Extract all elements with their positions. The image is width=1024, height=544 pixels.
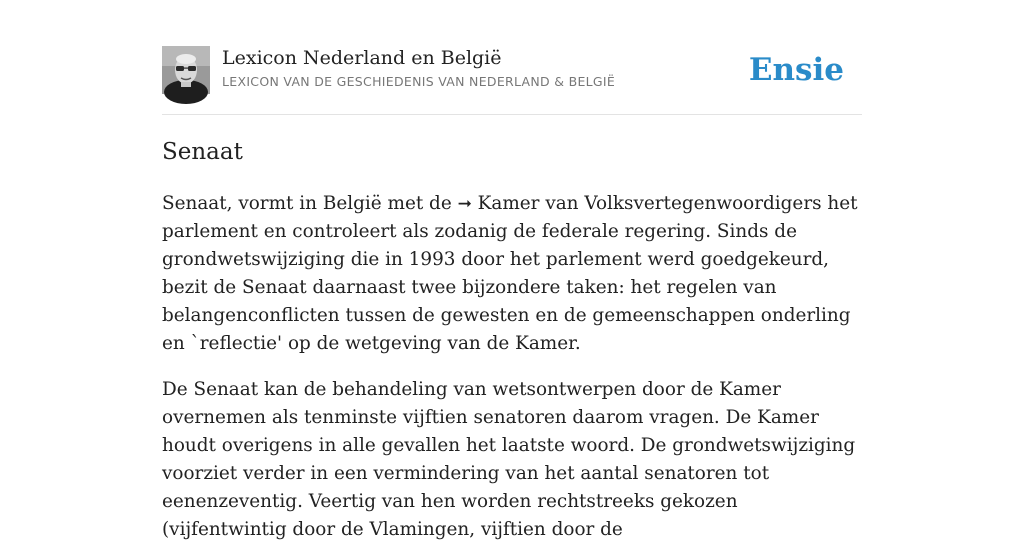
site-header (162, 46, 862, 115)
article-title: Senaat (162, 139, 243, 165)
avatar[interactable] (162, 46, 210, 94)
article (162, 136, 862, 544)
article-paragraph-1 (162, 190, 862, 358)
site-title[interactable]: Lexicon Nederland en België (222, 47, 502, 69)
site-titles (222, 46, 615, 91)
brand-logo-link[interactable]: Ensie (748, 52, 844, 88)
paragraph-1-text-rest[interactable]: Kamer van Volksvertegenwoordigers het parlement en controleert als zodanig de federale regering. Sinds de grondwetswijziging die in 1993 door het parlement werd goedgekeurd, bezit de Senaat daarnaast twee bijzondere taken: het regelen van belangenconflicten tussen de gewesten en de gemeenschappen onderling en `reflectie' op de wetgeving van de Kamer. (162, 193, 858, 354)
paragraph-1-text-start: Senaat, vormt in België met de (162, 193, 458, 214)
avatar-portrait-icon (162, 46, 210, 94)
site-subtitle: LEXICON VAN DE GESCHIEDENIS VAN NEDERLAND & BELGIË (222, 74, 616, 89)
cross-reference-arrow-icon: ➞ (457, 194, 472, 214)
article-paragraph-2: De Senaat kan de behandeling van wetsontwerpen door de Kamer overnemen als tenminste vijftien senatoren daarom vragen. De Kamer houdt overigens in alle gevallen het laatste woord. De grondwetswijziging voorziet verder in een vermindering van het aantal senatoren tot eenenzeventig. Veertig van hen worden rechtstreeks gekozen (vijfentwintig door de Vlamingen, vijftien door de (162, 379, 856, 540)
